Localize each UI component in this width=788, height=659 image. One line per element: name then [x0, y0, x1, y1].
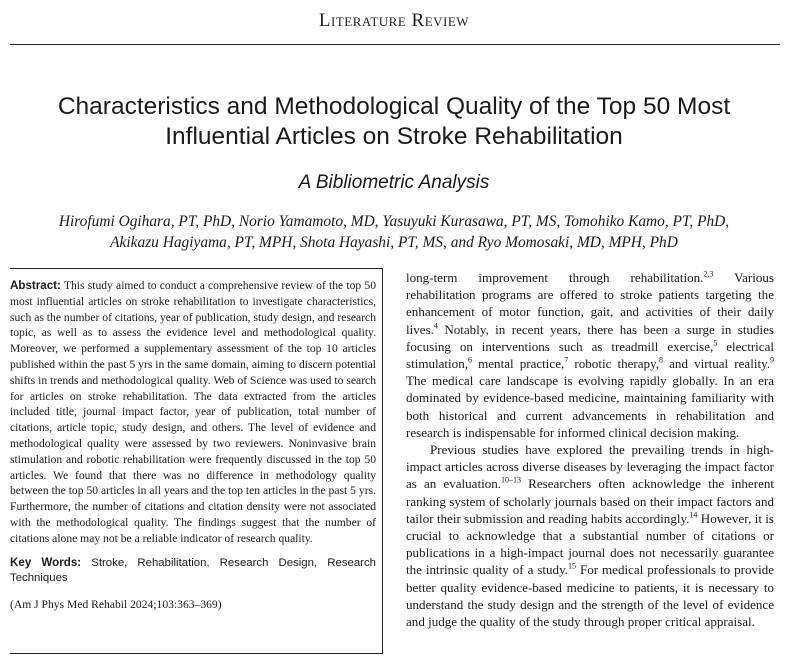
section-header: Literature Review — [318, 10, 470, 31]
reference-sup: 4 — [433, 321, 438, 331]
reference-sup: 9 — [770, 355, 775, 365]
reference-sup: 14 — [689, 510, 698, 520]
keywords — [10, 555, 376, 588]
keywords-text: Stroke, Rehabilitation, Research Design, Research Techniques — [10, 556, 376, 585]
body-text: Previous studies have explored the prevailing trends in high-impact articles across diverse diseases by leveraging the impact factor as an evaluation. — [406, 442, 774, 492]
reference-sup: 15 — [568, 562, 577, 572]
body-text: Various rehabilitation programs are offered to stroke patients targeting the enhancement of motor function, gait, and activities of their daily lives. — [406, 270, 774, 337]
body-text: Notably, in recent years, there has been a surge in studies focusing on interventions such as treadmill exercise, — [406, 321, 774, 354]
body-column — [406, 269, 774, 630]
reference-sup: 8 — [659, 355, 664, 365]
body-text: and virtual reality. — [663, 356, 771, 372]
body-text: For medical professionals to provide better quality evidence-based medicine to patients, it is necessary to understand the study design and the strength of the level of evidence and judge the quality of the study through proper critical appraisal. — [406, 562, 775, 630]
body-paragraph-2 — [406, 441, 774, 630]
abstract-box — [10, 268, 383, 654]
header-rule — [10, 44, 780, 45]
abstract-label: Abstract: — [10, 279, 61, 292]
article-subtitle: A Bibliometric Analysis — [298, 172, 490, 193]
reference-sup: 6 — [467, 355, 472, 365]
keywords-label: Key Words: — [10, 555, 82, 569]
body-text: Researchers often acknowledge the inherent ranking system of scholarly journals based on their impact factors and tailor their submission and reading habits accordingly. — [406, 476, 775, 526]
reference-sup: 2,3 — [703, 269, 714, 279]
abstract-paragraph — [10, 278, 376, 547]
reference-sup: 5 — [713, 338, 718, 348]
body-text: long-term improvement through rehabilitation. — [406, 270, 704, 285]
body-text: mental practice, — [471, 356, 565, 372]
reference-sup: 10–13 — [501, 476, 522, 486]
author-list — [0, 211, 788, 253]
journal-citation: (Am J Phys Med Rehabil 2024;103:363–369) — [10, 598, 222, 612]
abstract-text: This study aimed to conduct a comprehensive review of the top 50 most influential articles on stroke rehabilitation to investigate characteristics, such as the number of citations, year of publication, study design, and research topic, as well as to assess the evidence level and methodological quality. Moreover, we performed a supplementary assessment of the top 10 articles published within the past 5 yrs in the same domain, aiming to discern potential shifts in trends and methodological quality. Web of Science was used to search for articles on stroke rehabilitation. The data extracted from the articles included title, journal impact factor, year of publication, total number of citations, article topic, study design, and others. The level of evidence and methodological quality were assessed by two reviewers. Noninvasive brain stimulation and robotic rehabilitation were frequently discussed in the top 50 articles. We found that there was no difference in methodology quality between the top 50 articles in all years and the top ten articles in the past 5 yrs. Furthermore, the number of citations and citation density were not associated with the methodological quality. The findings suggest that the number of citations alone may not be a reliable indicator of research quality. — [10, 279, 376, 545]
reference-sup: 7 — [564, 355, 569, 365]
authors-line-1: Hirofumi Ogihara, PT, PhD, Norio Yamamoto, MD, Yasuyuki Kurasawa, PT, MS, Tomohiko Kamo, PT, PhD, — [58, 213, 730, 230]
body-text: The medical care landscape is evolving rapidly globally. In an era dominated by evidence-based medicine, maintaining familiarity with both historical and current advancements in rehabilitation and research is indispensable for informed clinical decision making. — [406, 373, 774, 440]
body-paragraph-1 — [406, 269, 774, 441]
body-text: electrical stimulation, — [406, 338, 774, 372]
authors-line-2: Akikazu Hagiyama, PT, MPH, Shota Hayashi, PT, MS, and Ryo Momosaki, MD, MPH, PhD — [110, 234, 678, 251]
article-title — [0, 92, 788, 152]
title-line-2: Influential Articles on Stroke Rehabilitation — [165, 123, 623, 150]
title-line-1: Characteristics and Methodological Quality of the Top 50 Most — [57, 93, 731, 120]
body-text: robotic therapy, — [568, 356, 660, 372]
body-text: However, it is crucial to acknowledge that a substantial number of citations or publications in a high-impact journal does not necessarily guarantee the intrinsic quality of a study. — [406, 510, 774, 578]
